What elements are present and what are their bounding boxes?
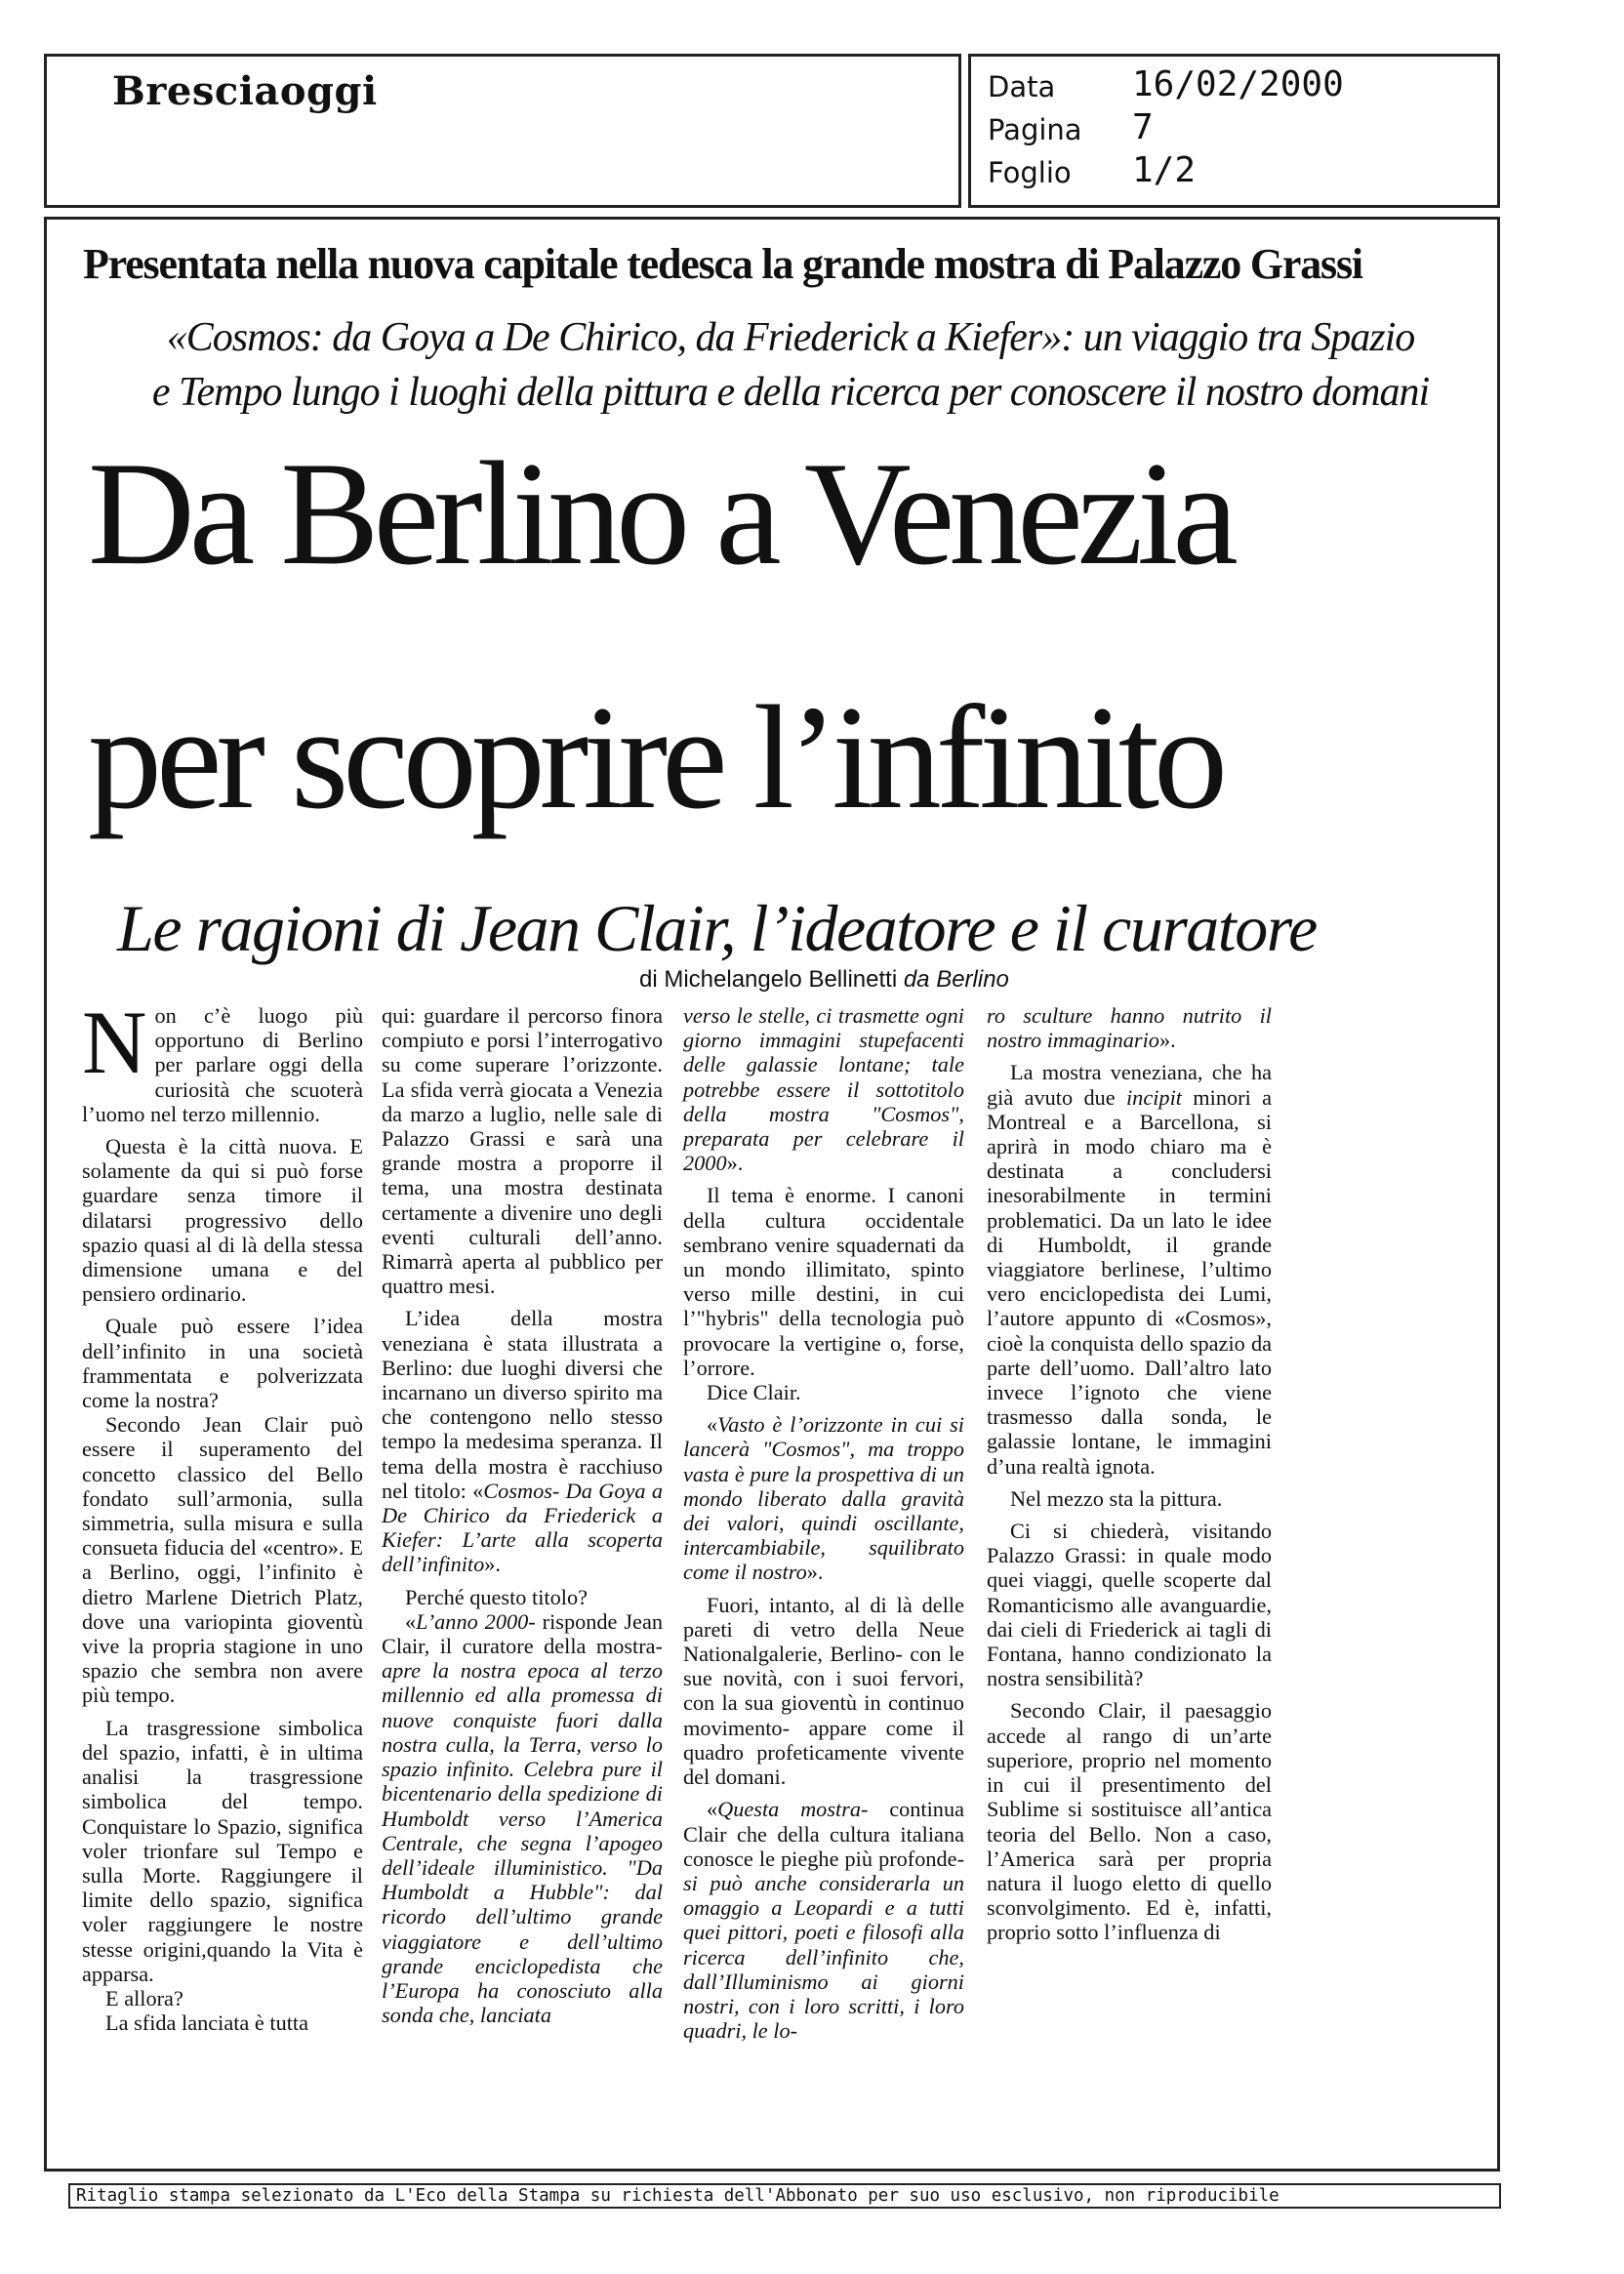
article-column-2 bbox=[382, 1003, 663, 2027]
drop-cap: N bbox=[82, 993, 147, 1092]
paragraph bbox=[683, 1003, 964, 1175]
date-value: 16/02/2000 bbox=[1132, 64, 1344, 104]
paragraph bbox=[683, 1797, 964, 2043]
date-label: Data bbox=[988, 70, 1056, 103]
paragraph bbox=[82, 993, 363, 1126]
headline-line-2: per scoprire l’infinito bbox=[88, 675, 1223, 839]
sheet-value: 1/2 bbox=[1132, 150, 1197, 190]
paragraph: Perché questo titolo? bbox=[405, 1584, 588, 1609]
quote-text: Vasto è l’orizzonte in cui si lancerà "Cosmos", ma troppo vasta è pure la prospettiva di un mondo liberato dalla gravità dei valori, quindi oscillante, intercambiabile, squilibrato come il nostro bbox=[683, 1412, 964, 1585]
paragraph bbox=[382, 1609, 663, 2027]
quote-text: apre la nostra epoca al terzo millennio ed alla promessa di nuove conquiste fuori dalla nostra culla, la Terra, verso lo spazio infinito. Celebra pure il bicentenario della spedizione di Humboldt verso l’America Centrale, che segna l’apogeo dell’ideale illuministico. "Da Humboldt a Hubble": dal ricordo dell’ultimo grande viaggiatore e dell’ultimo grande enciclopedista che l’Europa ha conosciuto alla sonda che, lanciata bbox=[382, 1658, 663, 2028]
clipping-footer: Ritaglio stampa selezionato da L'Eco della Stampa su richiesta dell'Abbonato per suo uso esclusivo, non riproducibile bbox=[68, 2183, 1501, 2209]
paragraph-text: continua Clair che della cultura italiana conosce le pieghe più profonde- bbox=[683, 1797, 964, 1871]
paragraph-text: minori a Montreal e a Barcellona, si aprirà in modo chiaro ma è destinata a concludersi inesorabilmente in termini problematici. Da un lato le idee di Humboldt, il grande viaggiatore berlinese, l’ultimo vero enciclopedista dei Lumi, l’autore appunto di «Cosmos», cioè la conquista dello spazio da parte dell’uomo. Dall’altro lato invece l’ignoto che viene trasmesso dalla sonda, le galassie lontane, le immagini d’una realtà ignota. bbox=[987, 1084, 1272, 1479]
sheet-label: Foglio bbox=[988, 156, 1072, 189]
paragraph-text: L’idea della mostra veneziana è stata illustrata a Berlino: due luoghi diversi che incarnano un diverso spirito ma che contengono nello stesso tempo la medesima speranza. Il tema della mostra è racchiuso nel titolo: « bbox=[382, 1306, 663, 1503]
byline-place: da Berlino bbox=[903, 966, 1009, 993]
paragraph: E allora? bbox=[105, 1985, 183, 2010]
quote-text: verso le stelle, ci trasmette ogni giorno immagini stupefacenti delle galassie lontane; tale potrebbe essere il sottotitolo della mostra "Cosmos", preparata per celebrare il 2000 bbox=[683, 1003, 964, 1176]
page-label: Pagina bbox=[988, 113, 1082, 146]
paragraph: Ci si chiederà, visitando Palazzo Grassi: in quale modo quei viaggi, quelle scoperte dal Romanticismo alle avanguardie, dai cieli di Friederick ai tagli di Fontana, hanno condizionato la nostra sensibilità? bbox=[987, 1519, 1272, 1691]
paragraph: Nel mezzo sta la pittura. bbox=[1010, 1485, 1223, 1511]
paragraph bbox=[382, 1306, 663, 1576]
byline bbox=[639, 966, 1009, 994]
subhead: Le ragioni di Jean Clair, l’ideatore e il curatore bbox=[117, 891, 1317, 965]
article-column-1 bbox=[82, 993, 363, 2036]
quote-text: Questa mostra- bbox=[717, 1797, 869, 1822]
kicker: Presentata nella nuova capitale tedesca la grande mostra di Palazzo Grassi bbox=[83, 240, 1362, 288]
paragraph-text: « bbox=[707, 1412, 718, 1438]
paragraph: Questa è la città nuova. E solamente da qui si può forse guardare senza timore il dilatarsi progressivo dello spazio quasi al di là della stessa dimensione umana e del pensiero ordinario. bbox=[82, 1134, 363, 1307]
paragraph-text: ». bbox=[806, 1560, 824, 1585]
paragraph bbox=[683, 1412, 964, 1584]
paragraph-text: « bbox=[707, 1797, 718, 1822]
headline-line-1: Da Berlino a Venezia bbox=[88, 431, 1233, 595]
paragraph: qui: guardare il percorso finora compiuto e porsi l’interrogativo su come superare l’orizzonte. La sfida verrà giocata a Venezia da marzo a luglio, nelle sale di Palazzo Grassi e sarà una grande mostra a proporre il tema, una mostra destinata certamente a divenire uno degli eventi culturali dell’anno. Rimarrà aperta al pubblico per quattro mesi. bbox=[382, 1003, 663, 1299]
paragraph bbox=[987, 1060, 1272, 1478]
paragraph: Il tema è enorme. I canoni della cultura occidentale sembrano venire squadernati da un mondo illimitato, spinto verso mille destini, in cui l’"hybris" della tecnologia può provocare la vertigine o, forse, l’orrore. bbox=[683, 1183, 964, 1380]
quote-text: ro sculture hanno nutrito il nostro immaginario bbox=[987, 1003, 1272, 1053]
article-column-4 bbox=[987, 1003, 1272, 1945]
paragraph-text: ». bbox=[1158, 1028, 1176, 1053]
paragraph: Secondo Clair, il paesaggio accede al rango di un’arte superiore, proprio nel momento in cui il presentimento del Sublime si sostituisce all’antica teoria del Bello. Non a caso, l’America sarà per propria natura il luogo eletto di quello sconvolgimento. Ed è, infatti, proprio sotto l’influenza di bbox=[987, 1698, 1272, 1945]
quote-text: si può anche considerarla un omaggio a Leopardi e a tutti quei pittori, poeti e filosofi alla ricerca dell’infinito che, dall’Illuminismo ai giorni nostri, con i loro scritti, i loro quadri, le lo- bbox=[683, 1870, 964, 2044]
paragraph bbox=[987, 1003, 1272, 1052]
paragraph-text: « bbox=[405, 1608, 417, 1634]
paragraph-text: ». bbox=[726, 1151, 744, 1176]
page-value: 7 bbox=[1132, 107, 1154, 147]
paragraph: Quale può essere l’idea dell’infinito in una società frammentata e polverizzata come la nostra? bbox=[82, 1314, 363, 1413]
paragraph: La sfida lanciata è tutta bbox=[105, 2010, 308, 2036]
subtitle-line-2: e Tempo lungo i luoghi della pittura e della ricerca per conoscere il nostro domani bbox=[151, 370, 1430, 415]
paragraph: La trasgressione simbolica del spazio, infatti, è in ultima analisi la trasgressione simbolica del tempo. Conquistare lo Spazio, significa voler trionfare sul Tempo e sulla Morte. Raggiungere il limite dello spazio, significa voler raggiungere le nostre stesse origini,quando la Vita è apparsa. bbox=[82, 1715, 363, 1986]
paragraph: Fuori, intanto, al di là delle pareti di vetro della Neue Nationalgalerie, Berlino- con le sue novità, con i suoi fervori, con la sua gioventù in continuo movimento- appare come il quadro profeticamente vivente del domani. bbox=[683, 1592, 964, 1790]
paragraph-text: on c’è luogo più opportuno di Berlino per parlare oggi della curiosità che scuoterà l’uomo nel terzo millennio. bbox=[82, 1003, 363, 1126]
subtitle-line-1: «Cosmos: da Goya a De Chirico, da Friederick a Kiefer»: un viaggio tra Spazio bbox=[166, 315, 1415, 360]
quoted-title: Cosmos- Da Goya a De Chirico da Friederick a Kiefer: L’arte alla scoperta dell’infinito bbox=[382, 1478, 663, 1577]
paragraph-text: La mostra veneziana, che ha già avuto due bbox=[987, 1060, 1272, 1110]
paragraph-text: risponde Jean Clair, il curatore della mostra- bbox=[382, 1608, 664, 1659]
newspaper-name: Bresciaoggi bbox=[112, 68, 378, 114]
quote-text: L’anno 2000- bbox=[416, 1608, 536, 1634]
article-column-3 bbox=[683, 1003, 964, 2043]
byline-author: di Michelangelo Bellinetti bbox=[639, 966, 898, 993]
paragraph-text: ». bbox=[484, 1552, 502, 1577]
emphasis-text: incipit bbox=[1125, 1084, 1182, 1110]
paragraph: Secondo Jean Clair può essere il superamento del concetto classico del Bello fondato sull’armonia, sulla simmetria, sulla misura e sulla consueta fiducia del «centro». E a Berlino, oggi, l’infinito è dietro Marlene Dietrich Platz, dove una variopinta gioventù vive la propria stagione in uno spazio che sembra non avere più tempo. bbox=[82, 1412, 363, 1708]
paragraph: Dice Clair. bbox=[707, 1380, 801, 1405]
